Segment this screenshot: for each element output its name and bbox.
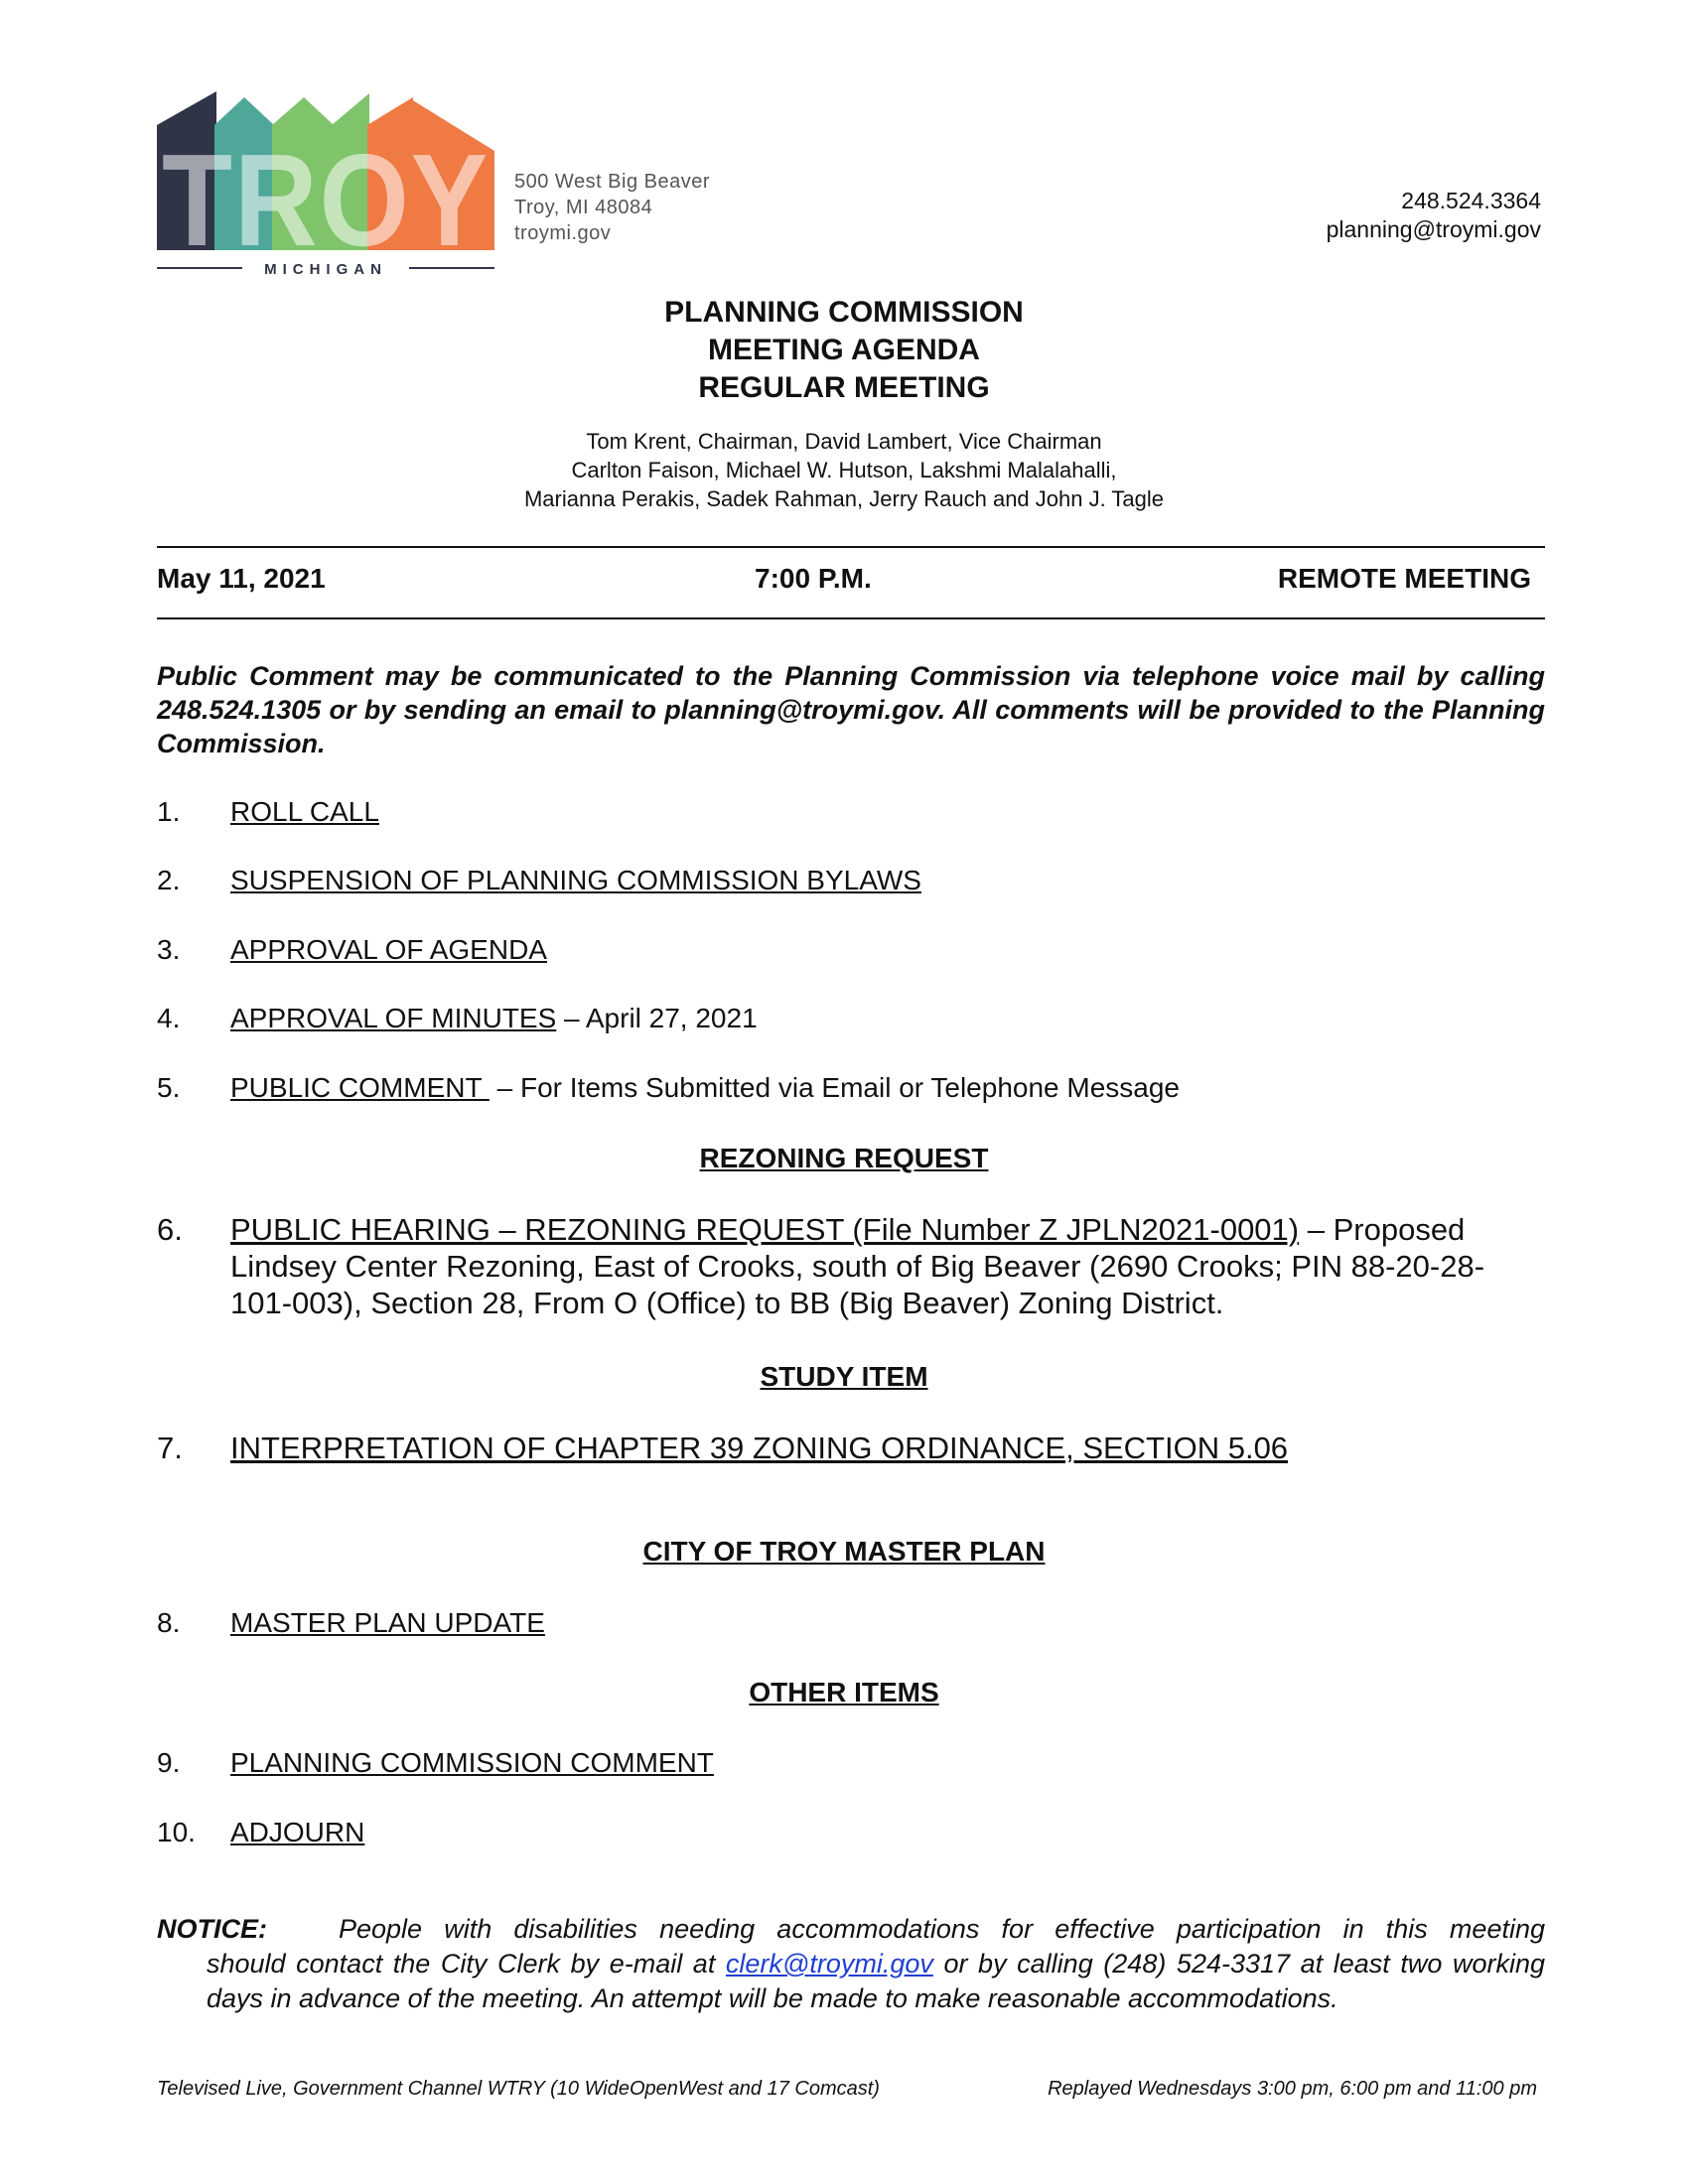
item-title: SUSPENSION OF PLANNING COMMISSION BYLAWS bbox=[230, 865, 921, 895]
agenda-item bbox=[157, 1070, 1545, 1106]
members-line-1: Tom Krent, Chairman, David Lambert, Vice Chairman bbox=[586, 429, 1102, 454]
contact-phone: 248.524.3364 bbox=[1401, 188, 1541, 213]
item-title: ROLL CALL bbox=[230, 796, 379, 827]
agenda-item bbox=[157, 1815, 1545, 1850]
item-title: PUBLIC HEARING – REZONING REQUEST (File Number Z JPLN2021-0001) bbox=[230, 1212, 1300, 1247]
notice-label: NOTICE: bbox=[157, 1914, 267, 1944]
notice-text-pre: should contact the City Clerk by e-mail at bbox=[207, 1949, 726, 1979]
item-title: APPROVAL OF AGENDA bbox=[230, 934, 547, 965]
section-heading-master-plan: CITY OF TROY MASTER PLAN bbox=[642, 1536, 1046, 1567]
members-line-3: Marianna Perakis, Sadek Rahman, Jerry Rauch and John J. Tagle bbox=[523, 486, 1165, 511]
agenda-item bbox=[157, 1430, 1545, 1466]
meeting-time: 7:00 P.M. bbox=[755, 563, 872, 594]
item-title: MASTER PLAN UPDATE bbox=[230, 1607, 545, 1638]
item-number: 7. bbox=[157, 1431, 183, 1465]
clerk-email-link[interactable]: clerk@troymi.gov bbox=[725, 1949, 933, 1979]
agenda-title bbox=[0, 294, 1688, 407]
members-line-2: Carlton Faison, Michael W. Hutson, Lakshmi Malalahalli, bbox=[571, 458, 1117, 482]
contact-block bbox=[1327, 187, 1541, 244]
agenda-item bbox=[157, 932, 1545, 968]
logo-subtitle: MICHIGAN bbox=[264, 261, 387, 278]
section-heading-other: OTHER ITEMS bbox=[749, 1677, 939, 1707]
item-title: PLANNING COMMISSION COMMENT bbox=[230, 1747, 714, 1778]
item-title: PUBLIC COMMENT bbox=[230, 1072, 490, 1103]
item-detail: – April 27, 2021 bbox=[556, 1003, 758, 1033]
item-detail: – Proposed Lindsey Center Rezoning, East of Crooks, south of Big Beaver (2690 Crooks; PIN 88-20-28-101-003), Section 28, From O (Office) to BB (Big Beaver) Zoning District. bbox=[230, 1212, 1485, 1320]
agenda-item bbox=[157, 1001, 1545, 1036]
troy-logo bbox=[157, 91, 494, 280]
item-number: 4. bbox=[157, 1003, 181, 1033]
item-number: 3. bbox=[157, 934, 181, 965]
agenda-item bbox=[157, 794, 1545, 830]
address-street: 500 West Big Beaver bbox=[514, 171, 711, 193]
notice-text-post: or by calling (248) 524-3317 at least two working days in advance of the meeting. An attempt will be made to make reasonable accommodations. bbox=[207, 1949, 1545, 2013]
agenda-item bbox=[157, 1605, 1545, 1641]
address-block bbox=[514, 169, 710, 246]
item-number: 2. bbox=[157, 865, 181, 895]
title-line-3: REGULAR MEETING bbox=[698, 371, 990, 404]
divider-top bbox=[157, 546, 1545, 548]
item-number: 10. bbox=[157, 1817, 196, 1847]
meeting-date: May 11, 2021 bbox=[157, 563, 326, 594]
section-heading-rezoning: REZONING REQUEST bbox=[699, 1143, 989, 1173]
agenda-item bbox=[157, 1745, 1545, 1781]
title-line-2: MEETING AGENDA bbox=[708, 334, 980, 366]
section-heading-study: STUDY ITEM bbox=[760, 1361, 928, 1392]
agenda-item bbox=[157, 863, 1545, 898]
broadcast-footer bbox=[157, 2077, 1545, 2101]
item-number: 5. bbox=[157, 1072, 181, 1103]
footer-replayed: Replayed Wednesdays 3:00 pm, 6:00 pm and 11:00 pm bbox=[1048, 2078, 1537, 2100]
item-title: INTERPRETATION OF CHAPTER 39 ZONING ORDINANCE, SECTION 5.06 bbox=[230, 1431, 1289, 1465]
commission-members bbox=[0, 427, 1688, 513]
item-number: 9. bbox=[157, 1747, 181, 1778]
item-number: 1. bbox=[157, 796, 181, 827]
logo-wordmark: TROY bbox=[162, 127, 490, 273]
item-detail: – For Items Submitted via Email or Telephone Message bbox=[489, 1072, 1181, 1103]
meeting-location: REMOTE MEETING bbox=[1277, 563, 1531, 594]
item-title: APPROVAL OF MINUTES bbox=[230, 1003, 557, 1033]
address-city: Troy, MI 48084 bbox=[514, 197, 653, 218]
item-title: ADJOURN bbox=[230, 1817, 365, 1847]
item-number: 6. bbox=[157, 1212, 183, 1247]
public-comment-notice: Public Comment may be communicated to the Planning Commission via telephone voice mail by calling 248.524.1305 or by sending an email to planning@troymi.gov. All comments will be provided to the Planning Commission. bbox=[157, 661, 1545, 758]
address-website[interactable]: troymi.gov bbox=[514, 222, 612, 244]
footer-televised: Televised Live, Government Channel WTRY (10 WideOpenWest and 17 Comcast) bbox=[157, 2078, 880, 2100]
agenda-item bbox=[157, 1211, 1545, 1321]
title-line-1: PLANNING COMMISSION bbox=[664, 296, 1024, 329]
contact-email[interactable]: planning@troymi.gov bbox=[1326, 216, 1541, 242]
accessibility-notice bbox=[157, 1912, 1545, 2016]
item-number: 8. bbox=[157, 1607, 181, 1638]
notice-line-1: People with disabilities needing accommodations for effective participation in this meeting bbox=[339, 1914, 1545, 1944]
divider-bottom bbox=[157, 617, 1545, 619]
